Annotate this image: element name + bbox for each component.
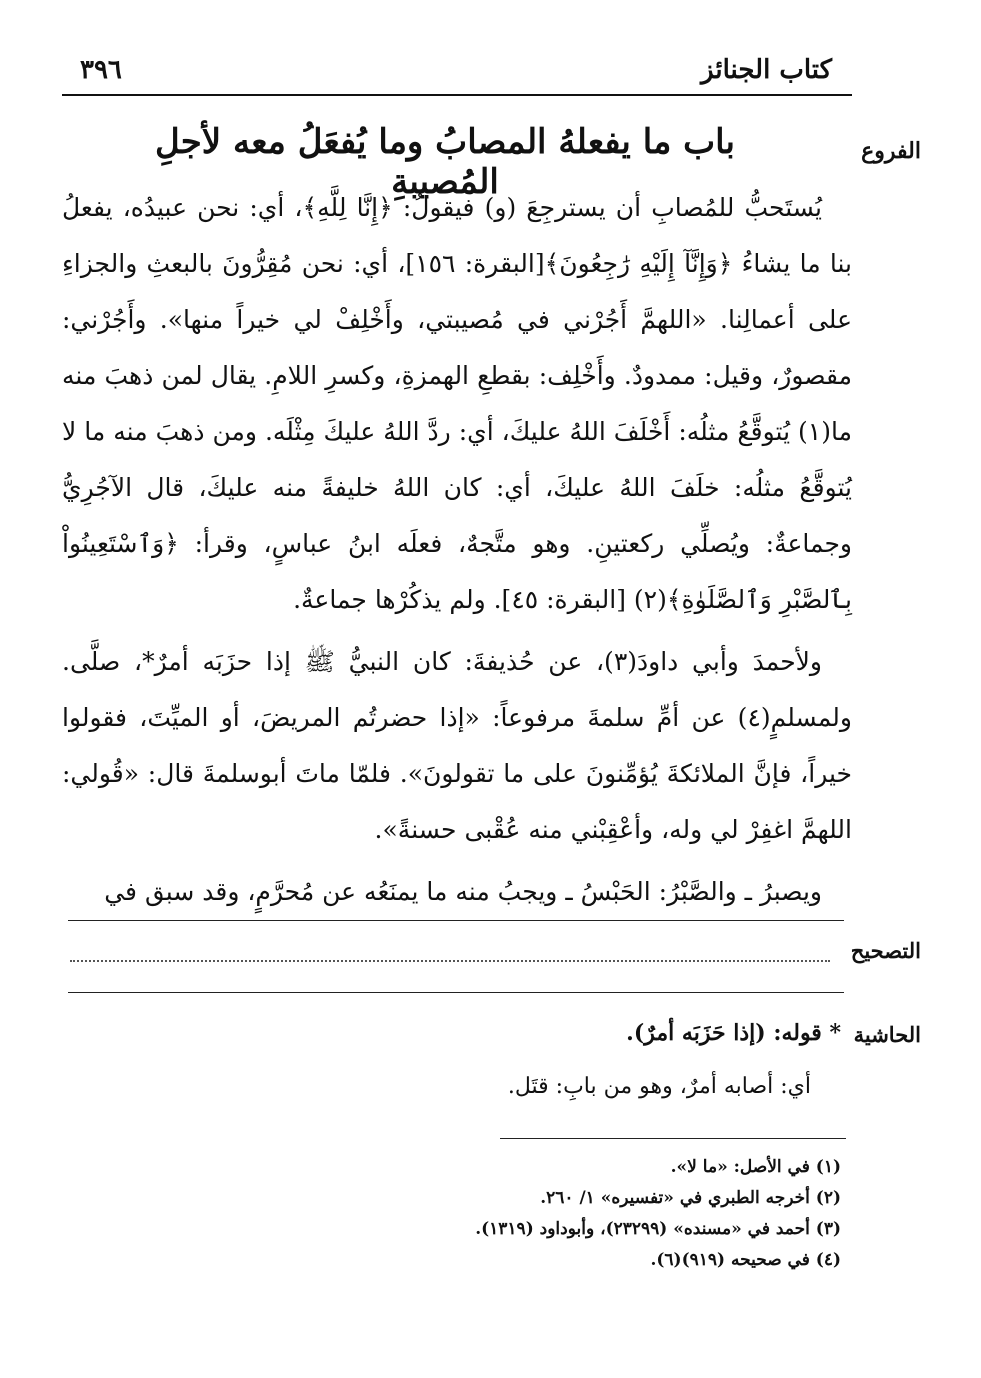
footnote-2: (٢) أخرجه الطبري في «تفسيره» ١/ ٢٦٠.	[540, 1188, 841, 1208]
paragraph-1: يُستَحبُّ للمُصابِ أن يسترجِعَ (و) فيقولُ: ﴿إِنَّا لِلَّهِ﴾، أي: نحن عبيدُه، يفعلُ بنا ما يشاءُ ﴿وَإِنَّآ إِلَيْهِ رَٰجِعُونَ﴾[البقرة: ١٥٦]، أي: نحن مُقِرُّونَ بالبعثِ والجزاءِ على أعمالِنا. «اللهمَّ أَجُرْني في مُصيبتي، وأَخْلِفْ لي خيراً منها». وأَجُرْني: مقصورٌ، وقيل: ممدودٌ. وأَخْلِف: بقطعِ الهمزةِ، وكسرِ اللامِ. يقال لمن ذهبَ منه ما(١) يُتوقَّعُ مثلُه: أَخْلَفَ اللهُ عليكَ، أي: ردَّ اللهُ عليكَ مِثْلَه. ومن ذهبَ منه ما لا يُتوقَّعُ مثلُه: خلَفَ اللهُ عليكَ، أي: كان اللهُ خليفةً منه عليكَ، قال الآجُرِيُّ وجماعةٌ: ويُصلِّي ركعتينِ. وهو متَّجهٌ، فعلَه ابنُ عباسٍ، وقرأ: ﴿وَٱسْتَعِينُواْ بِٱلصَّبْرِ وَٱلصَّلَوٰةِ﴾(٢) [البقرة: ٤٥]. ولم يذكُرْها جماعةٌ.	[62, 193, 852, 614]
paragraph-3: ويصبرُ ـ والصَّبْرُ: الحَبْسُ ـ ويجبُ منه ما يمنَعُه عن مُحرَّمٍ، وقد سبق في	[104, 877, 822, 906]
hashiya-body: أي: أصابه أمرٌ، وهو من بابِ: قتَل.	[507, 1074, 811, 1099]
main-text	[62, 180, 852, 920]
corrections-dotted-line	[70, 960, 830, 962]
corrections-label: التصحيح	[850, 938, 921, 963]
header-rule	[62, 94, 852, 96]
running-head	[62, 55, 852, 93]
corrections-bottom-rule	[68, 992, 844, 993]
corrections-top-rule	[68, 920, 844, 921]
footnote-1: (١) في الأصل: «ما لا».	[670, 1157, 841, 1177]
hashiya-label: الحاشية	[853, 1022, 921, 1047]
footnotes	[241, 1152, 841, 1276]
book-title: كتاب الجنائز	[701, 55, 832, 85]
chapter-heading: باب ما يفعلهُ المصابُ وما يُفعَلُ معه لأجلِ المُصيبةِ	[155, 122, 735, 202]
section-label: الفروع	[861, 138, 921, 164]
paragraph-2: ولأحمدَ وأبي داودَ(٣)، عن حُذيفةَ: كان النبيُّ ﷺ إذا حزَبَه أمرٌ*، صلَّى. ولمسلمٍ(٤) عن أمِّ سلمةَ مرفوعاً: «إذا حضرتُم المريضَ، أو الميِّتَ، فقولوا خيراً، فإنَّ الملائكةَ يُؤمِّنونَ على ما تقولونَ». فلمّا ماتَ أبوسلمةَ قال: «قُولي: اللهمَّ اغفِرْ لي وله، وأعْقِبْني منه عُقْبى حسنةً».	[62, 647, 852, 844]
page-number: ٣٩٦	[80, 55, 122, 85]
hashiya-heading: * قوله: (إذا حَزَبَه أمرٌ).	[626, 1020, 841, 1046]
footnote-4: (٤) في صحيحه (٩١٩)(٦).	[650, 1250, 841, 1270]
footnote-3: (٣) أحمد في «مسنده» (٢٣٢٩٩)، وأبوداود (١٣١٩).	[475, 1219, 841, 1239]
footnotes-rule	[500, 1138, 846, 1139]
